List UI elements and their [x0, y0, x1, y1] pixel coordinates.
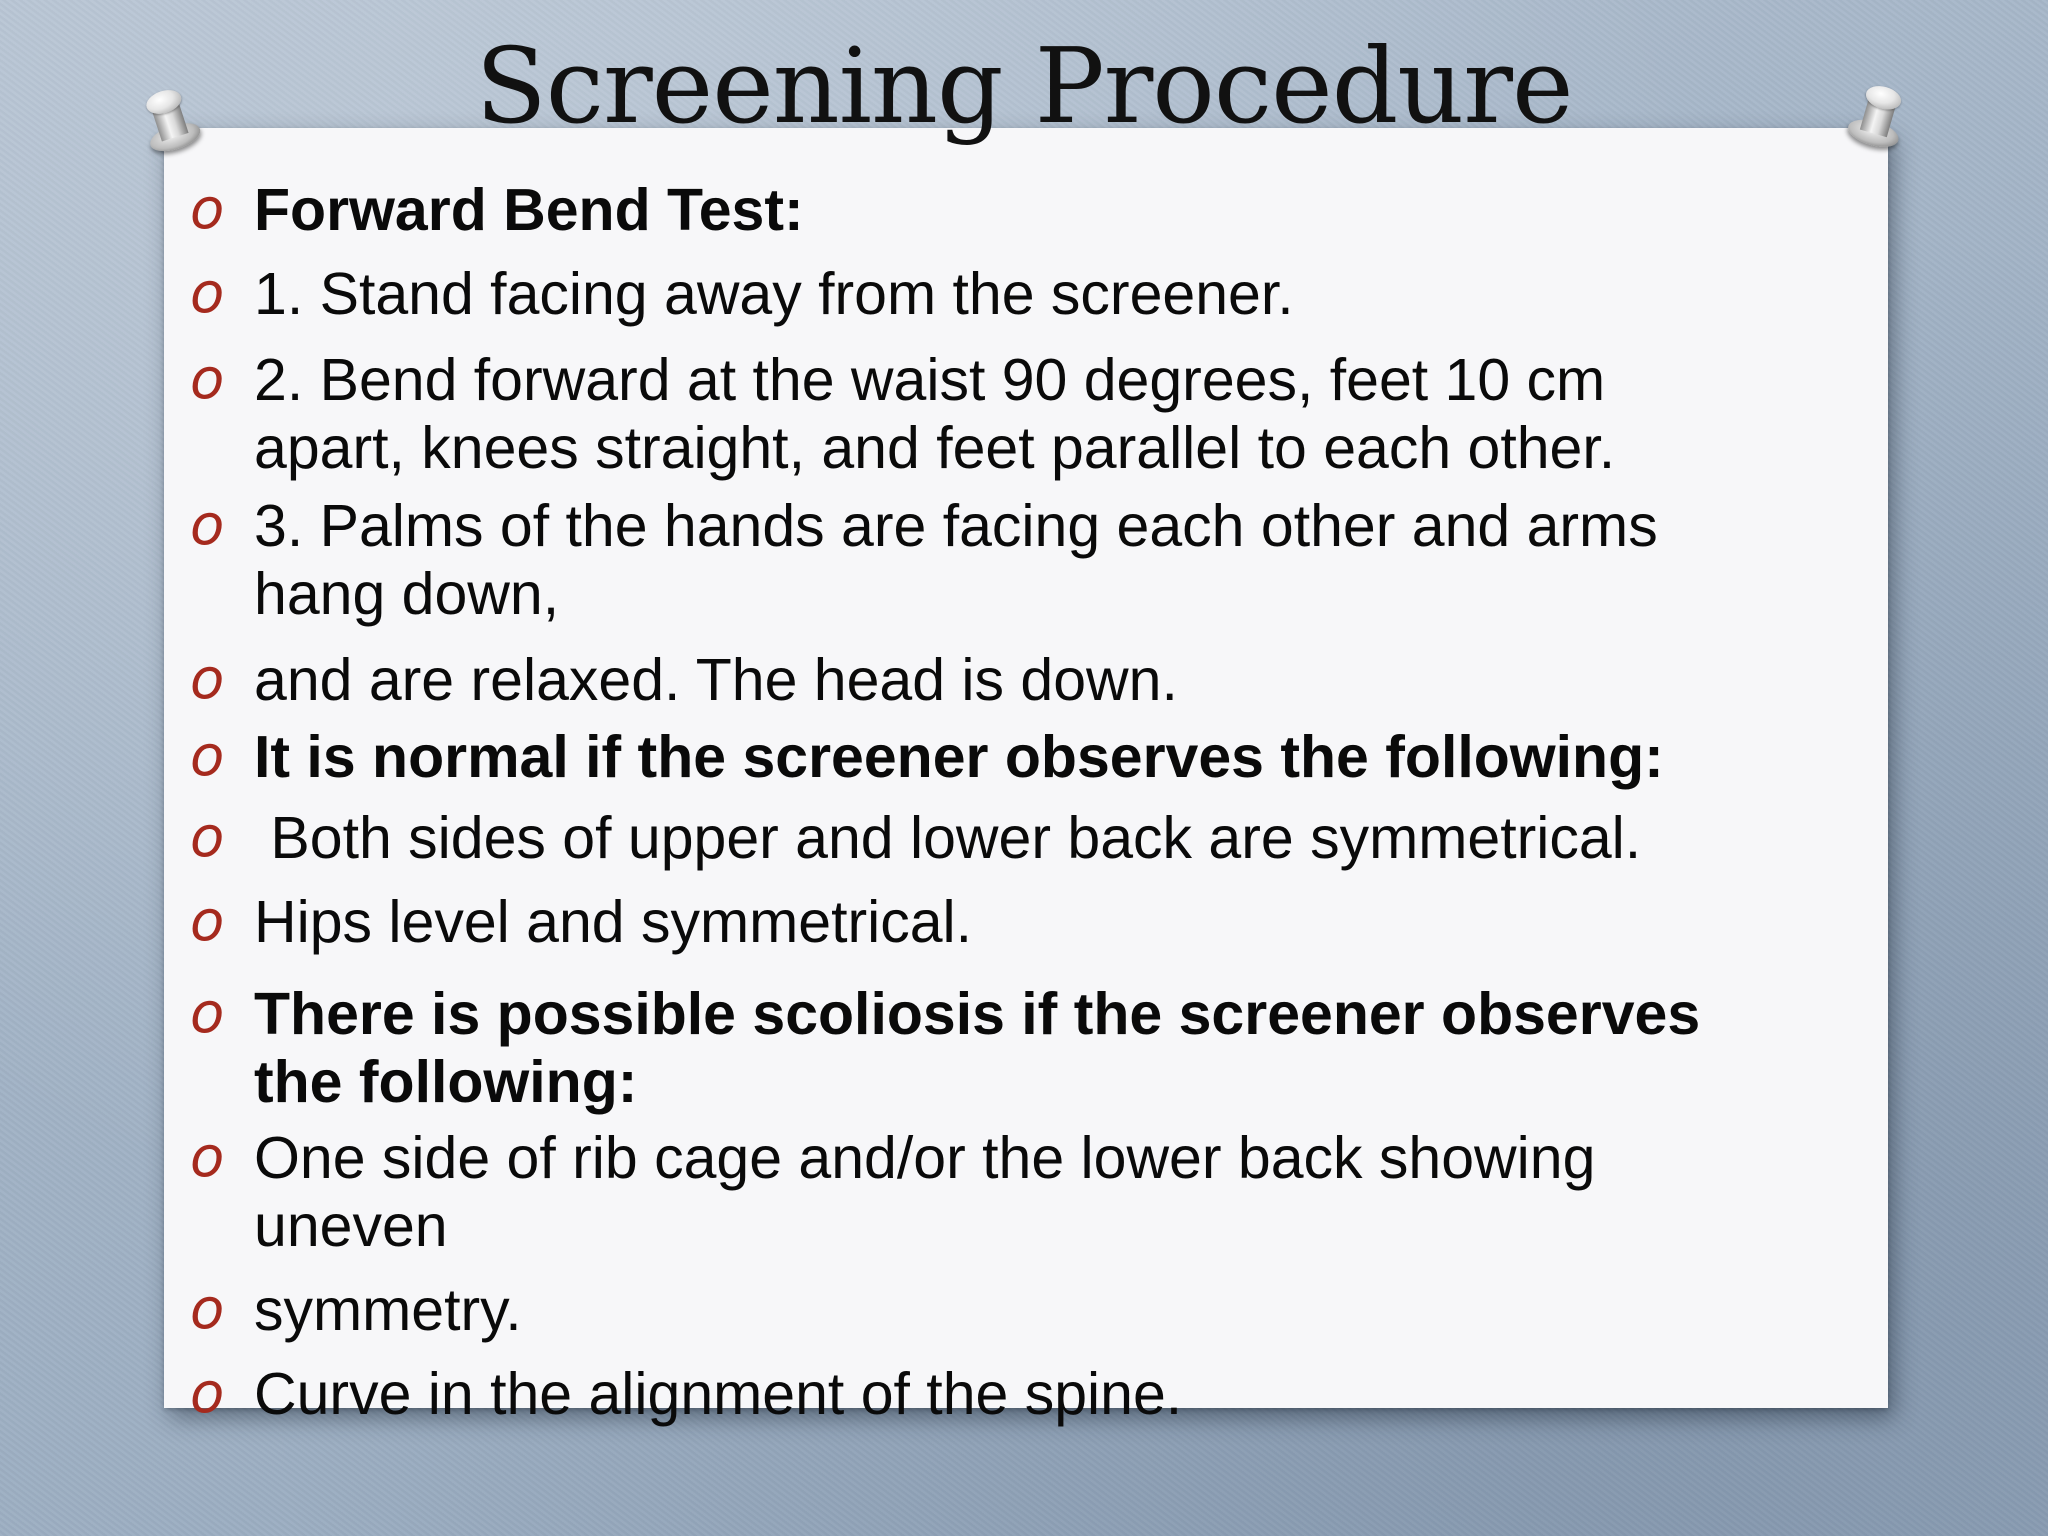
- bullet-marker: o: [190, 981, 225, 1046]
- bullet-text: symmetry.: [254, 1277, 522, 1343]
- bullet-text: Hips level and symmetrical.: [254, 889, 973, 955]
- bullet-item: [190, 888, 1830, 956]
- bullet-item: [190, 492, 1830, 628]
- bullet-item: [190, 260, 1830, 328]
- bullet-text: Both sides of upper and lower back are symmetrical.: [254, 805, 1642, 871]
- bullet-marker: o: [190, 647, 225, 712]
- bullet-marker: o: [190, 493, 225, 558]
- bullet-item: [190, 723, 1830, 791]
- bullet-text: 1. Stand facing away from the screener.: [254, 261, 1294, 327]
- bullet-marker: o: [190, 347, 225, 412]
- bullet-item: [190, 176, 1830, 244]
- bullet-text: There is possible scoliosis if the screener observes the following:: [254, 981, 1701, 1115]
- bullet-text: One side of rib cage and/or the lower back showing uneven: [254, 1125, 1596, 1259]
- bullet-text: and are relaxed. The head is down.: [254, 647, 1178, 713]
- bullet-marker: o: [190, 1277, 225, 1342]
- bullet-text: Forward Bend Test:: [254, 177, 804, 243]
- bullet-item: [190, 1276, 1830, 1344]
- bullet-marker: o: [190, 889, 225, 954]
- bullet-text: 3. Palms of the hands are facing each other and arms hang down,: [254, 493, 1658, 627]
- slide-title: Screening Procedure: [475, 25, 1573, 147]
- bullet-item: [190, 1360, 1830, 1428]
- bullet-marker: o: [190, 1361, 225, 1426]
- bullet-text: It is normal if the screener observes the following:: [254, 724, 1664, 790]
- bullet-item: [190, 346, 1830, 482]
- bullet-item: [190, 646, 1830, 714]
- bullet-item: [190, 1124, 1830, 1260]
- bullet-text: 2. Bend forward at the waist 90 degrees, feet 10 cm apart, knees straight, and feet parallel to each other.: [254, 347, 1616, 481]
- bullet-marker: o: [190, 1125, 225, 1190]
- bullet-item: [190, 980, 1830, 1116]
- bullet-marker: o: [190, 177, 225, 242]
- bullet-text: Curve in the alignment of the spine.: [254, 1361, 1183, 1427]
- bullet-marker: o: [190, 261, 225, 326]
- bullet-item: [190, 804, 1830, 872]
- bullet-marker: o: [190, 724, 225, 789]
- bullet-marker: o: [190, 805, 225, 870]
